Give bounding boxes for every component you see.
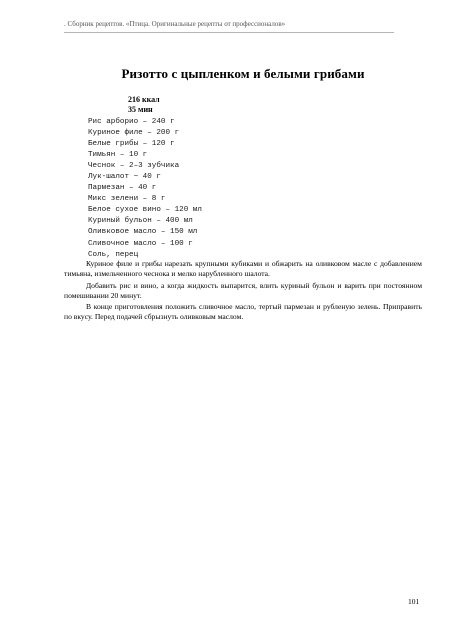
ingredient-item: Куриное филе – 200 г xyxy=(88,129,180,138)
ingredients-list xyxy=(88,117,202,261)
recipe-title: Ризотто с цыпленком и белыми грибами xyxy=(121,66,365,81)
page-number: 101 xyxy=(408,597,420,606)
ingredient-item: Соль, перец xyxy=(88,250,139,259)
ingredient-item: Рис арборио – 240 г xyxy=(88,118,175,126)
ingredient-item: Тимьян – 10 г xyxy=(88,151,148,160)
header-divider xyxy=(64,32,394,33)
ingredient-item: Оливковое масло – 150 мл xyxy=(88,228,198,237)
ingredient-item: Белое сухое вино – 120 мл xyxy=(88,206,202,215)
running-header: . Сборник рецептов. «Птица. Оригинальные рецепты от профессионалов» xyxy=(64,20,286,28)
cooking-time-value: 35 мин xyxy=(128,105,153,114)
instructions xyxy=(64,259,422,324)
ingredient-item: Пармезан – 40 г xyxy=(88,184,157,193)
recipe-meta xyxy=(128,95,160,115)
ingredient-item: Лук-шалот ~ 40 г xyxy=(88,173,161,182)
ingredient-item: Микс зелени – 8 г xyxy=(88,195,166,204)
ingredient-item: Чеснок – 2–3 зубчика xyxy=(88,162,180,171)
ingredient-item: Сливочное масло – 100 г xyxy=(88,239,193,248)
ingredient-item: Куриный бульон – 400 мл xyxy=(88,217,193,226)
instruction-step: Куриное филе и грибы нарезать крупными кубиками и обжарить на оливковом масле с добавлением тимьяна, измельченного чеснока и мелко нарубленного шалота. xyxy=(64,259,422,279)
instruction-step: Добавить рис и вино, а когда жидкость выпарится, влить куриный бульон и варить при постоянном помешивании 20 минут. xyxy=(64,280,422,300)
instruction-step: В конце приготовления положить сливочное масло, тертый пармезан и рубленую зелень. Приправить по вкусу. Перед подачей сбрызнуть оливковым маслом. xyxy=(64,302,422,322)
ingredient-item: Белые грибы – 120 г xyxy=(88,140,175,149)
calories-value: 216 ккал xyxy=(128,95,160,104)
